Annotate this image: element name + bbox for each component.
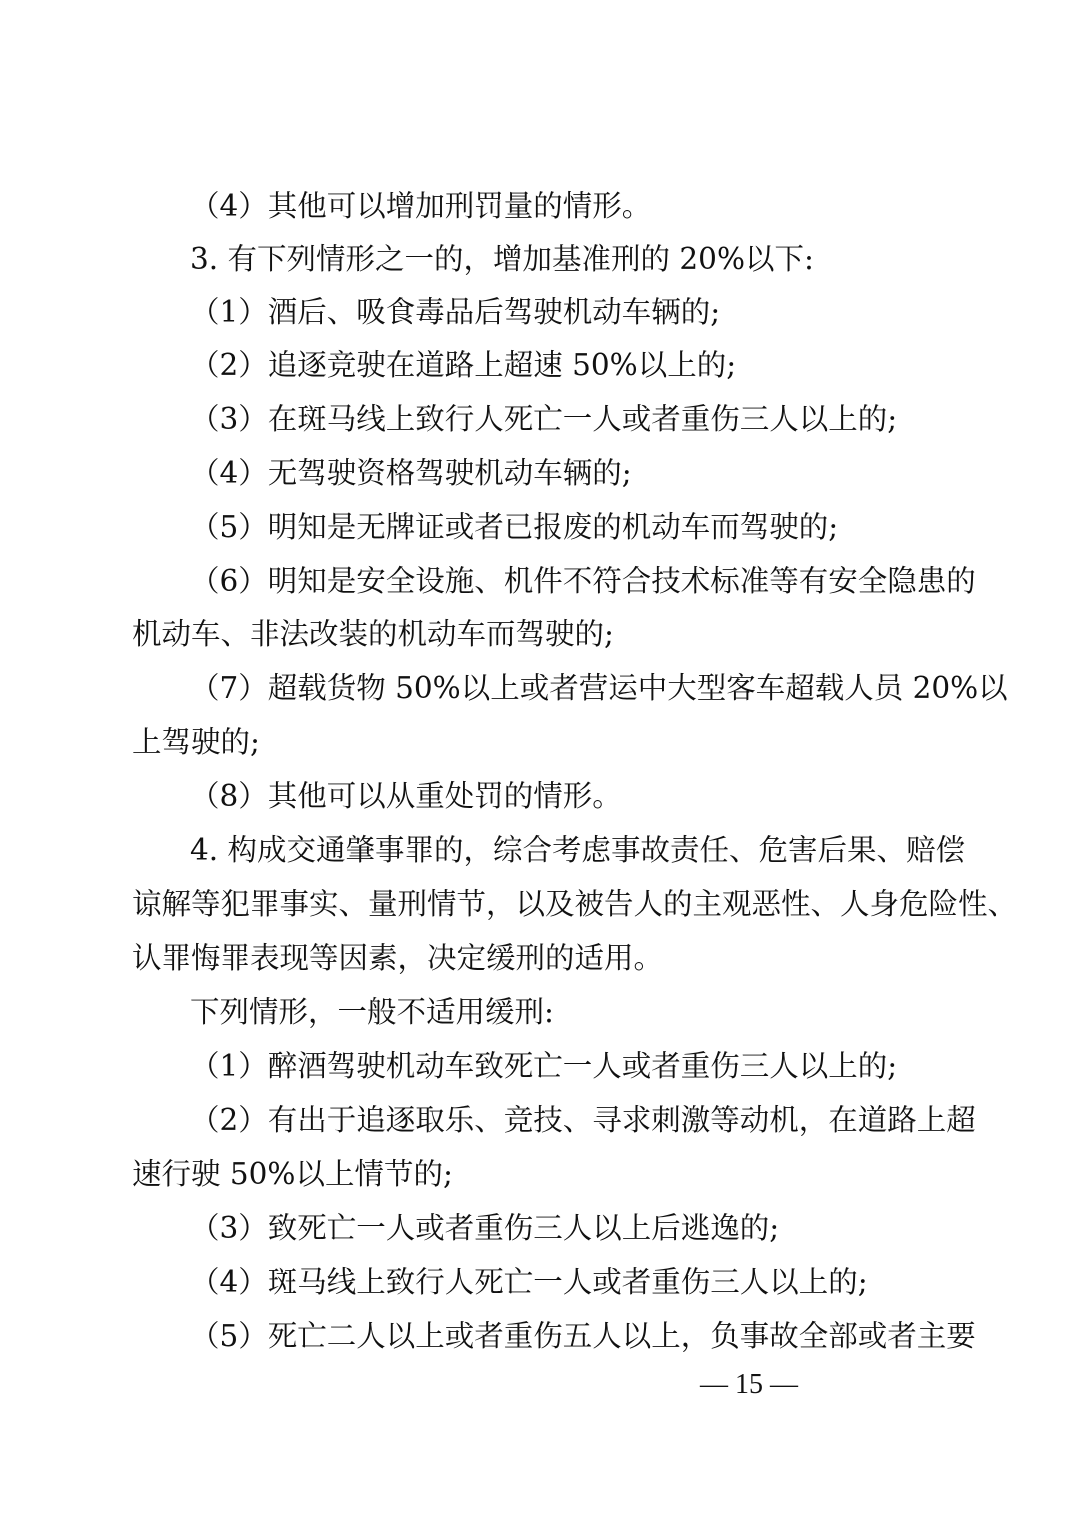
paragraph-line: （2）有出于追逐取乐、竞技、寻求刺激等动机，在道路上超 [190, 1103, 976, 1137]
paragraph-line: 下列情形，一般不适用缓刑: [190, 995, 554, 1029]
paragraph-line: 认罪悔罪表现等因素，决定缓刑的适用。 [132, 941, 664, 975]
paragraph-line: （5）明知是无牌证或者已报废的机动车而驾驶的; [190, 510, 839, 544]
paragraph-line: 4. 构成交通肇事罪的，综合考虑事故责任、危害后果、赔偿 [190, 833, 966, 867]
paragraph-line: （3）在斑马线上致行人死亡一人或者重伤三人以上的; [190, 402, 898, 436]
paragraph-line: （8）其他可以从重处罚的情形。 [190, 779, 622, 813]
paragraph-line: （3）致死亡一人或者重伤三人以上后逃逸的; [190, 1211, 780, 1245]
paragraph-line: 3. 有下列情形之一的，增加基准刑的 20%以下: [190, 242, 814, 276]
paragraph-line: 机动车、非法改装的机动车而驾驶的; [132, 617, 614, 651]
paragraph-line: （5）死亡二人以上或者重伤五人以上，负事故全部或者主要 [190, 1319, 976, 1353]
paragraph-line: （4）其他可以增加刑罚量的情形。 [190, 189, 652, 223]
paragraph-line: （1）醉酒驾驶机动车致死亡一人或者重伤三人以上的; [190, 1049, 898, 1083]
paragraph-line: （6）明知是安全设施、机件不符合技术标准等有安全隐患的 [190, 564, 976, 598]
paragraph-line: （1）酒后、吸食毒品后驾驶机动车辆的; [190, 295, 721, 329]
page-number: — 15 — [700, 1369, 798, 1400]
paragraph-line: 谅解等犯罪事实、量刑情节，以及被告人的主观恶性、人身危险性、 [132, 887, 1018, 921]
paragraph-line: （2）追逐竞驶在道路上超速 50%以上的; [190, 348, 737, 382]
paragraph-line: 上驾驶的; [132, 725, 260, 759]
paragraph-line: （4）斑马线上致行人死亡一人或者重伤三人以上的; [190, 1265, 868, 1299]
paragraph-line: （4）无驾驶资格驾驶机动车辆的; [190, 456, 632, 490]
paragraph-line: （7）超载货物 50%以上或者营运中大型客车超载人员 20%以 [190, 671, 1008, 705]
paragraph-line: 速行驶 50%以上情节的; [132, 1157, 453, 1191]
